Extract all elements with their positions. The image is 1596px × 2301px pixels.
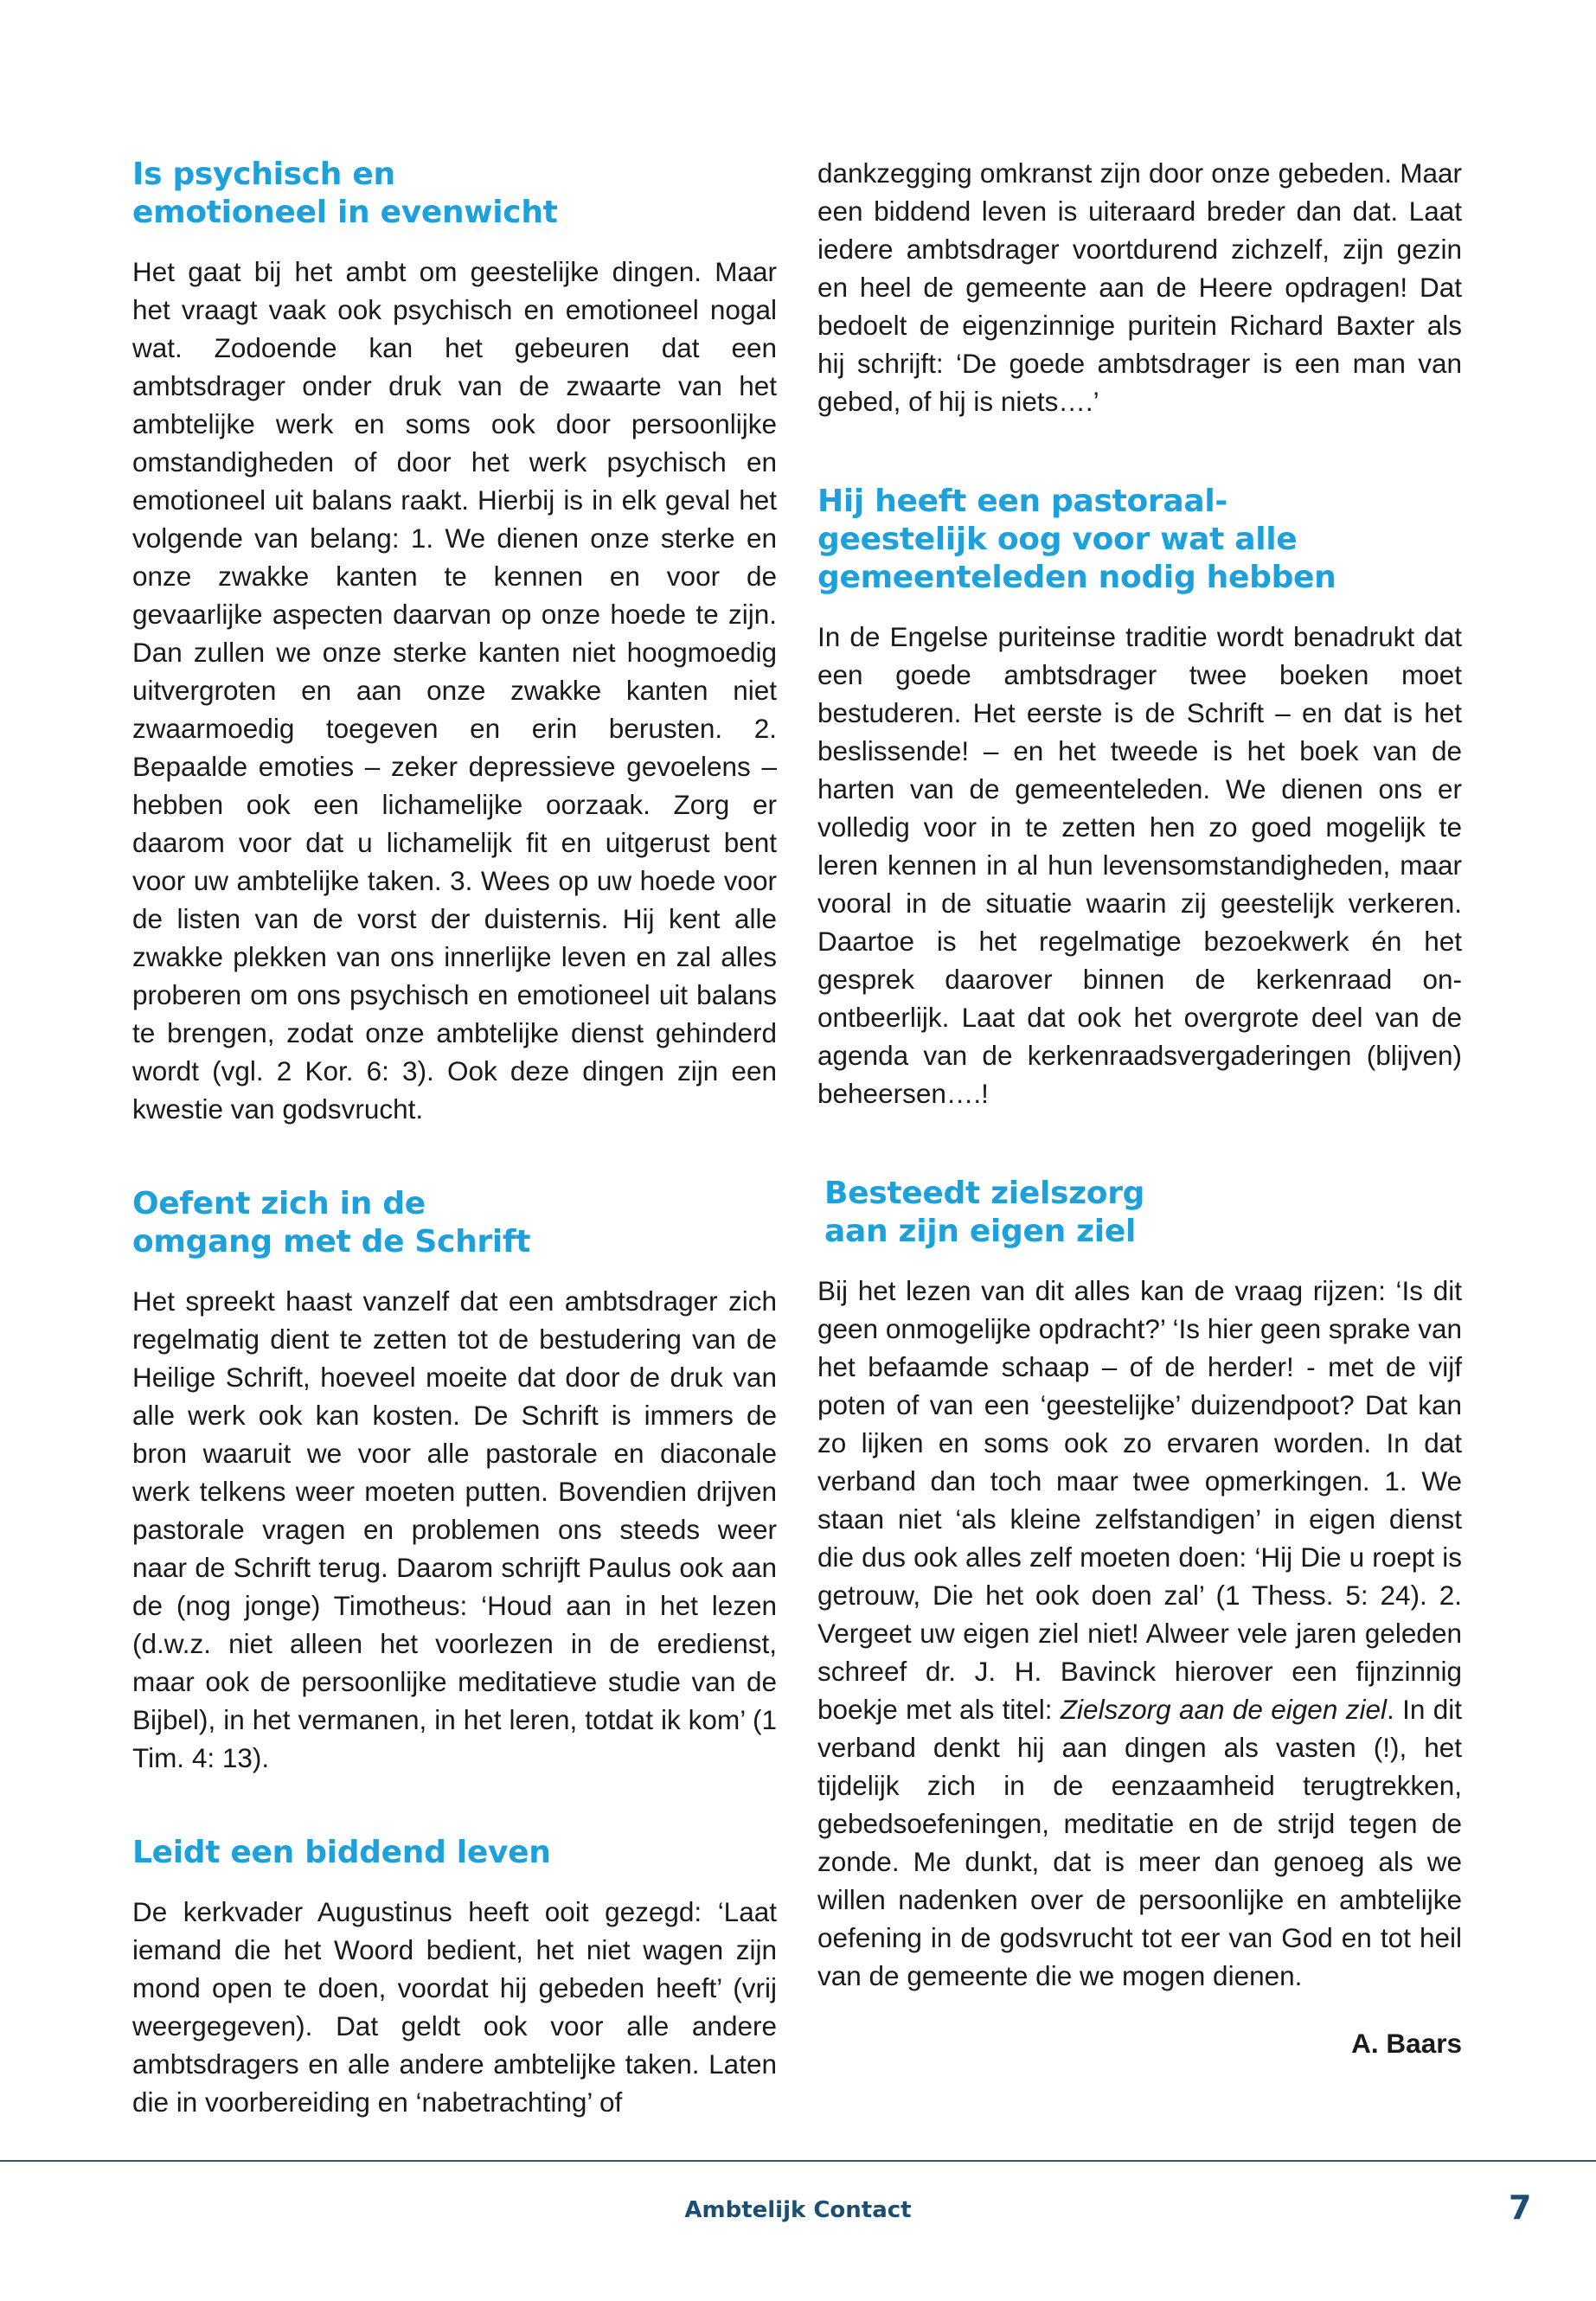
footer-divider [0, 2160, 1596, 2162]
heading-line: Is psychisch en [132, 157, 395, 192]
right-column [817, 154, 1462, 2060]
heading-line: Hij heeft een pastoraal- [817, 484, 1228, 519]
page-number: 7 [1509, 2189, 1532, 2227]
heading-psychisch-evenwicht [132, 156, 777, 232]
paragraph-biddend-leven: De kerkvader Augustinus heeft ooit gezegd: ‘Laat iemand die het Woord bedient, het niet wagen zijn mond open te doen, voordat hij gebeden heeft’ (vrij weergegeven). Dat geldt ook voor alle andere ambtsdragers en alle andere ambtelijke taken. Laten die in voorbereiding en ‘nabetrachting’ of [132, 1896, 777, 2118]
author-signature: A. Baars [1351, 2028, 1462, 2059]
heading-omgang-schrift [132, 1185, 777, 1261]
heading-line: Besteedt zielszorg [824, 1176, 1145, 1211]
paragraph-biddend-leven-continued: dankzegging omkranst zijn door onze gebeden. Maar een biddend leven is uiteraard breder dan dat. Laat iedere ambtsdrager voortdurend zichzelf, zijn gezin en heel de gemeente aan de Heere opdragen! Dat bedoelt de eigenzinnige puritein Richard Baxter als hij schrijft: ‘De goede ambtsdrager is een man van gebed, of hij is niets….’ [817, 157, 1462, 417]
heading-line: geestelijk oog voor wat alle [817, 522, 1298, 557]
paragraph-text: . In dit verband denkt hij aan dingen als vasten (!), het tijdelijk zich in de eenzaamheid terugtrekken, gebedsoefeningen, meditatie en de strijd tegen de zonde. Me dunkt, dat is meer dan genoeg als we willen nadenken over de persoonlijke en ambtelijke oefening in de godsvrucht tot eer van God en tot heil van de gemeente die we mogen dienen. [817, 1694, 1462, 1991]
heading-line: omgang met de Schrift [132, 1224, 531, 1259]
paragraph-omgang-schrift: Het spreekt haast vanzelf dat een ambtsdrager zich regelmatig dient te zetten tot de bestudering van de Heilige Schrift, hoeveel moeite dat door de druk van alle werk ook kan kosten. De Schrift is immers de bron waaruit we voor alle pastorale en diaconale werk telkens weer moeten putten. Bovendien drijven pastorale vragen en problemen ons steeds weer naar de Schrift terug. Daarom schrijft Paulus ook aan de (nog jonge) Timotheus: ‘Houd aan in het lezen (d.w.z. niet alleen het voorlezen in de eredienst, maar ook de persoonlijke meditatieve studie van de Bijbel), in het vermanen, in het leren, totdat ik kom’ (1 Tim. 4: 13). [132, 1285, 777, 1773]
heading-line: aan zijn eigen ziel [824, 1214, 1136, 1249]
heading-pastoraal-oog [817, 483, 1462, 597]
paragraph-zielszorg [817, 1272, 1462, 1995]
heading-zielszorg [817, 1175, 1462, 1251]
heading-line: Oefent zich in de [132, 1186, 426, 1221]
heading-line: gemeenteleden nodig hebben [817, 560, 1336, 595]
paragraph-pastoraal-oog: In de Engelse puriteinse traditie wordt benadrukt dat een goede ambtsdrager twee boeken moet bestuderen. Het eerste is de Schrift – en dat is het beslissende! – en het tweede is het boek van de harten van de gemeenteleden. We dienen ons er volledig voor in te zetten hen zo goed mogelijk te leren kennen in al hun levensomstandigheden, maar vooral in de situatie waarin zij geestelijk verkeren. Daartoe is het regelmatige bezoekwerk én het gesprek daarover binnen de kerkenraad onontbeerlijk. Laat dat ook het overgrote deel van de agenda van de kerkenraadsvergaderingen (blijven) beheersen….! [817, 621, 1462, 1109]
paragraph-text: Bij het lezen van dit alles kan de vraag rijzen: ‘Is dit geen onmogelijke opdracht?’ ‘Is hier geen sprake van het befaamde schaap – of de herder! - met de vijf poten of van een ‘geestelijke’ duizendpoot? Dat kan zo lijken en soms ook zo ervaren worden. In dat verband dan toch maar twee opmerkingen. 1. We staan niet ‘als kleine zelfstandigen’ in eigen dienst die dus ook alles zelf moeten doen: ‘Hij Die u roept is getrouw, Die het ook doen zal’ (1 Thess. 5: 24). 2. Vergeet uw eigen ziel niet! Alweer vele jaren geleden schreef dr. J. H. Bavinck hierover een fijnzinnig boekje met als titel: [817, 1275, 1462, 1725]
paragraph-psychisch-evenwicht: Het gaat bij het ambt om geestelijke dingen. Maar het vraagt vaak ook psychisch en emotioneel nogal wat. Zodoende kan het gebeuren dat een ambtsdrager onder druk van de zwaarte van het ambtelijke werk en soms ook door persoonlijke omstandigheden of door het werk psychisch en emotioneel uit balans raakt. Hierbij is in elk geval het volgende van belang: 1. We dienen onze sterke en onze zwakke kanten te kennen en voor de gevaarlijke aspecten daarvan op onze hoede te zijn. Dan zullen we onze sterke kanten niet hoogmoedig uitvergroten en aan onze zwakke kanten niet zwaarmoedig toegeven en erin berusten. 2. Bepaalde emoties – zeker depressieve gevoelens – hebben ook een lichamelijke oorzaak. Zorg er daarom voor dat u lichamelijk fit en uitgerust bent voor uw ambtelijke taken. 3. Wees op uw hoede voor de listen van de vorst der duisternis. Hij kent alle zwakke plekken van ons innerlijke leven en zal alles proberen om ons psychisch en emotioneel uit balans te brengen, zodat onze ambtelijke dienst gehinderd wordt (vgl. 2 Kor. 6: 3). Ook deze dingen zijn een kwestie van godsvrucht. [132, 256, 777, 1125]
heading-biddend-leven [132, 1834, 777, 1872]
book-title: Zielszorg aan de eigen ziel [1060, 1694, 1387, 1725]
footer-publication-title: Ambtelijk Contact [684, 2197, 912, 2223]
left-column [132, 156, 777, 2121]
heading-line: Leidt een biddend leven [132, 1835, 551, 1870]
heading-line: emotioneel in evenwicht [132, 195, 558, 230]
